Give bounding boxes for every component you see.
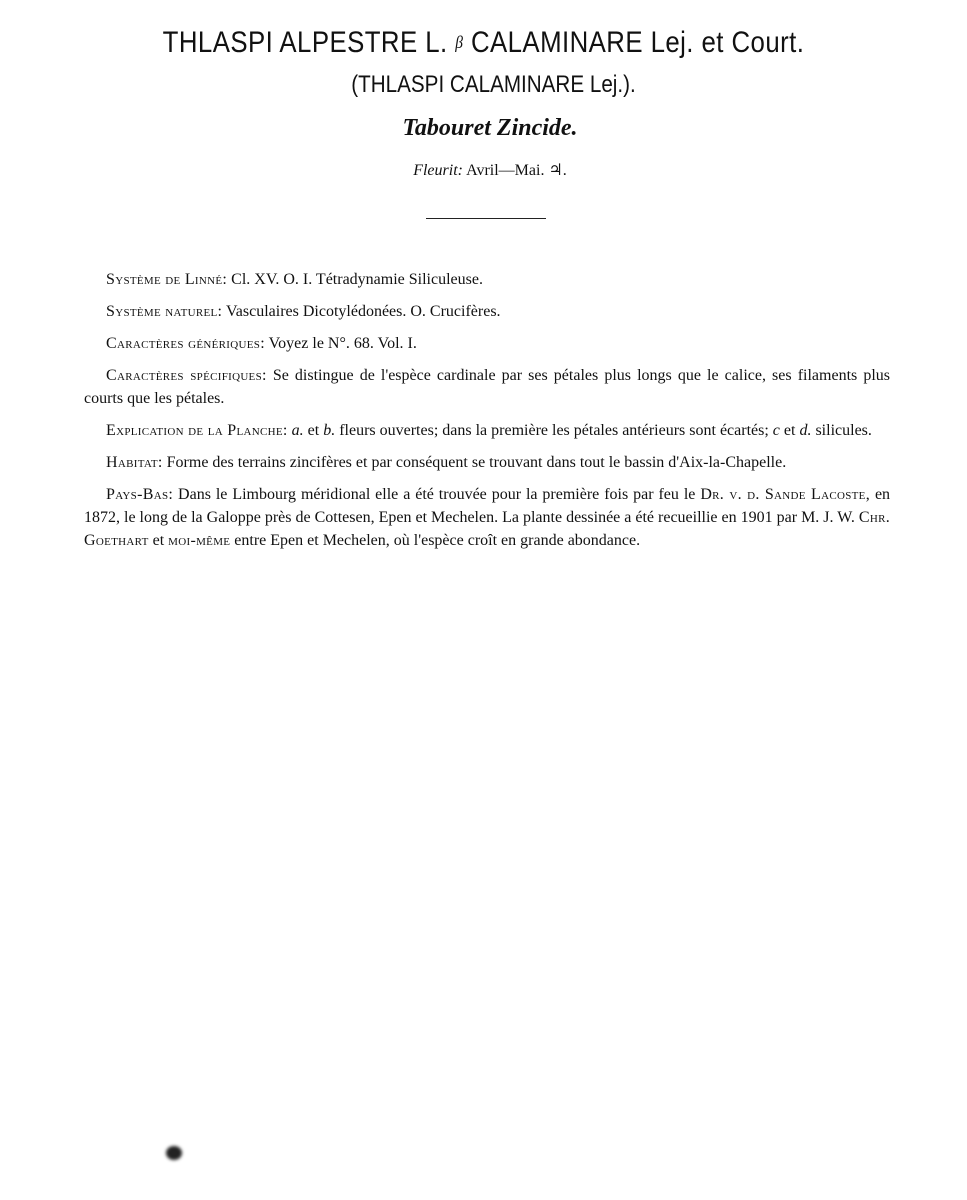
paysbas-name-1: Dr. v. d. Sande Lacoste,	[700, 486, 870, 503]
ink-speck	[166, 1146, 182, 1160]
section-linne-label: Système de Linné:	[106, 271, 228, 288]
section-linne-text: Cl. XV. O. I. Tétradynamie Siliculeuse.	[231, 271, 483, 288]
title-part1: THLASPI ALPESTRE L.	[162, 26, 448, 59]
figure-ref-c: c	[772, 422, 780, 439]
flowering-label: Fleurit:	[413, 162, 463, 179]
section-paysbas	[84, 483, 890, 552]
page-subtitle: (THLASPI CALAMINARE Lej.).	[351, 71, 636, 98]
title-part2: CALAMINARE Lej. et Court.	[470, 26, 805, 59]
section-explication-label: Explication de la Planche:	[106, 422, 288, 439]
section-generiques-text: Voyez le N°. 68. Vol. I.	[268, 335, 417, 352]
flowering-value: Avril—Mai. ♃.	[466, 162, 567, 179]
explication-text-1: fleurs ouvertes; dans la première les pétales antérieurs sont écartés;	[339, 422, 769, 439]
paysbas-text-3: et	[152, 532, 165, 549]
paysbas-name-2: Chr. Goethart	[84, 509, 891, 549]
figure-ref-b: b.	[323, 422, 336, 439]
flowering-line	[0, 160, 967, 180]
section-specifiques-text: Se distingue de l'espèce cardinale par ses pétales plus longs que le calice, ses filaments plus courts que les pétales.	[84, 367, 891, 407]
paysbas-text-4: entre Epen et Mechelen, où l'espèce croît en grande abondance.	[234, 532, 641, 549]
section-generiques	[84, 332, 890, 355]
section-generiques-label: Caractères génériques:	[106, 335, 265, 352]
paysbas-name-3: moi-même	[168, 532, 231, 549]
section-habitat-text: Forme des terrains zincifères et par conséquent se trouvant dans tout le bassin d'Aix-la-Chapelle.	[166, 454, 787, 471]
section-paysbas-label: Pays-Bas:	[106, 486, 174, 503]
description-body	[84, 268, 890, 561]
section-specifiques-label: Caractères spécifiques:	[106, 367, 267, 384]
divider-rule	[426, 218, 546, 219]
paysbas-text-2: en 1872, le long de la Galoppe près de Cottesen, Epen et Mechelen. La plante dessinée a été recueillie en 1901 par M. J. W.	[84, 486, 891, 526]
section-explication	[84, 419, 890, 442]
page-title	[68, 26, 900, 60]
section-naturel-label: Système naturel:	[106, 303, 223, 320]
title-beta: β	[455, 32, 464, 52]
section-habitat-label: Habitat:	[106, 454, 163, 471]
paysbas-text-1: Dans le Limbourg méridional elle a été trouvée pour la première fois par feu le	[178, 486, 696, 503]
common-name: Tabouret Zincide.	[402, 115, 578, 141]
figure-ref-a: a.	[291, 422, 304, 439]
explication-et-2: et	[783, 422, 796, 439]
figure-ref-d: d.	[799, 422, 812, 439]
section-specifiques	[84, 364, 890, 410]
section-linne	[84, 268, 890, 291]
section-habitat	[84, 451, 890, 474]
explication-et-1: et	[307, 422, 320, 439]
section-naturel-text: Vasculaires Dicotylédonées. O. Crucifères.	[225, 303, 501, 320]
section-naturel	[84, 300, 890, 323]
explication-text-2: silicules.	[815, 422, 872, 439]
